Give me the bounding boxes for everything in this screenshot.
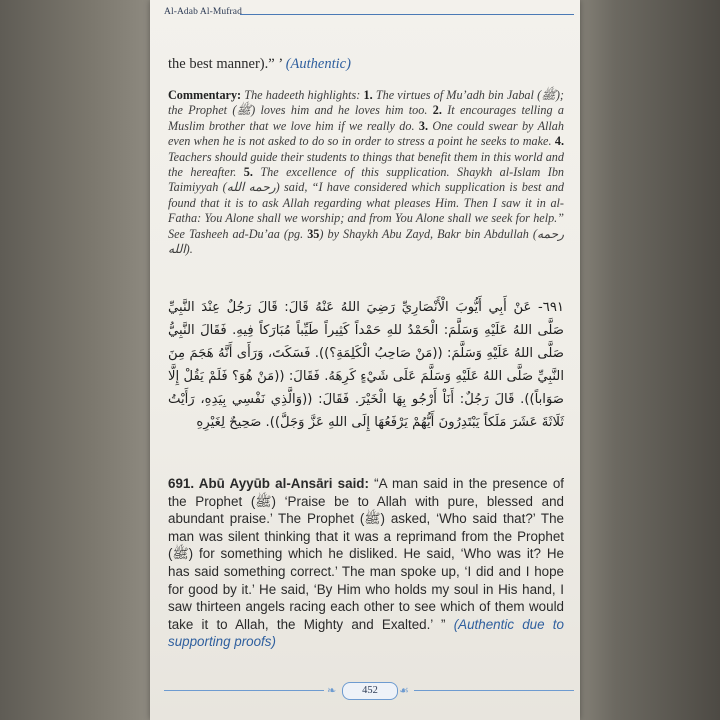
page-footer (164, 682, 574, 712)
ornament-left-icon: ❧ (327, 685, 337, 697)
point-number: 3. (418, 118, 429, 133)
commentary-text: The hadeeth highlights: (241, 88, 364, 102)
page-reference: 35 (307, 226, 320, 241)
commentary-text: It encourages telling a Muslim brother that we love him if we really do. (168, 103, 564, 133)
point-number: 4. (554, 134, 564, 149)
hadith-number: 691. (168, 476, 195, 491)
arabic-hadith-text: ٦٩١- عَنْ أَبِي أَيُّوبَ الْأَنْصَارِيِّ رَضِيَ اللهُ عَنْهُ قَالَ: قَالَ رَجُلٌ عِنْدَ النَّبِيِّ صَلَّى اللهُ عَلَيْهِ وَسَلَّمَ: الْحَمْدُ للهِ حَمْداً كَثِيراً طَيِّباً مُبَارَكاً فِيهِ. فَقَالَ النَّبِيُّ صَلَّى اللهُ عَلَيْهِ وَسَلَّمَ: ((مَنْ صَاحِبُ الْكَلِمَةِ؟)). فَسَكَتَ، وَرَأَى أَنَّهُ هَجَمَ مِنَ النَّبِيِّ صَلَّى اللهُ عَلَيْهِ وَسَلَّمَ عَلَى شَيْءٍ كَرِهَهُ. فَقَالَ: ((مَنْ هُوَ؟ فَلَمْ يَقُلْ إِلَّا صَوَاباً)). قَالَ رَجُلٌ: أَنَاْ أَرْجُو بِهَا الْخَيْرَ. فَقَالَ: ((وَالَّذِي نَفْسِي بِيَدِهِ، رَأَيْتُ ثَلَاثَةَ عَشَرَ مَلَكاً يَبْتَدِرُونَ أَيُّهُمْ يَرْفَعُهَا إِلَى اللهِ عَزَّ وَجَلَّ)). صَحِيحٌ لِغَيْرِهِ (168, 300, 564, 430)
point-number: 5. (243, 165, 253, 180)
table-surface-left (0, 0, 150, 720)
point-number: 1. (363, 88, 373, 102)
table-surface-right (570, 0, 720, 720)
commentary-label: Commentary: (168, 88, 242, 102)
page-number: 452 (342, 682, 398, 700)
footer-rule-left (164, 690, 324, 691)
continuation-line (168, 56, 564, 73)
book-page (150, 0, 580, 720)
header-rule (240, 14, 574, 15)
hadith-grade: (Authentic due to supporting proofs) (168, 616, 564, 650)
commentary-paragraph (168, 88, 564, 257)
commentary-text: The excellence of this supplication. Shaykh al-Islam Ibn Taimiyyah (رحمه الله) said, “I have considered which supplication is best and found that it is to ask Allah regarding what pleases Him. Then I saw it in al-Fatha: You Alone shall we worship; and from You Alone shall we seek for help.” See Tasheeh ad-Du’aa (pg. (168, 165, 565, 241)
footer-rule-right (414, 690, 574, 691)
narrator: Abū Ayyūb al-Ansāri said: (194, 476, 369, 491)
point-number: 2. (432, 103, 442, 118)
book-title: Al-Adab Al-Mufrad (164, 7, 242, 17)
commentary-text: The virtues of Mu’adh bin Jabal (ﷺ); the Prophet (ﷺ) loves him and he loves him too. (168, 88, 564, 118)
continuation-text: the best manner).” ’ (168, 56, 283, 72)
commentary-text: ) by Shaykh Abu Zayd, Bakr bin Abdullah (رحمه الله). (168, 226, 564, 257)
commentary-text: One could swear by Allah even when he is not asked to do so in order to stress a point he seeks to make. (168, 118, 564, 149)
commentary-text: Teachers should guide their students to things that benefit them in this world and the hereafter. (168, 149, 564, 180)
continuation-grade: (Authentic) (285, 56, 351, 72)
english-hadith-text (168, 475, 564, 651)
hadith-body: “A man said in the presence of the Prophet (ﷺ) ‘Praise be to Allah with pure, blessed and abundant praise.’ The Prophet (ﷺ) asked, ‘Who said that?’ The man was silent thinking that it was a reprimand from the Prophet (ﷺ) for something which he disliked. He said, ‘Who was it? He has said something correct.’ The man spoke up, ‘I did and I hope for good by it.’ He said, ‘By Him who holds my soul in His hand, I saw thirteen angels racing each other to see which of them would take it to Allah, the Mighty and Exalted.’ ” (168, 476, 564, 632)
running-header (164, 7, 574, 21)
ornament-right-icon: ☙ (399, 685, 409, 697)
